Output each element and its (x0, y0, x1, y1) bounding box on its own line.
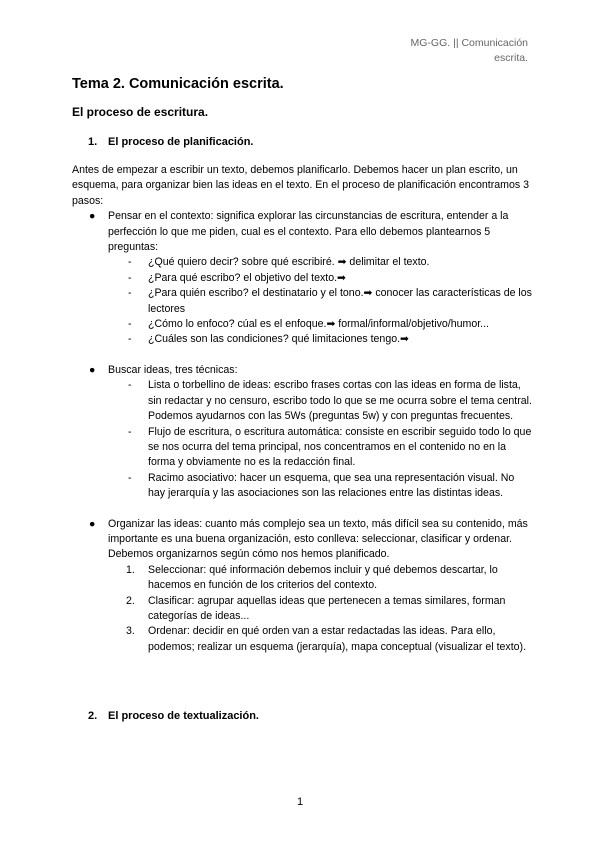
list-number: 3. (126, 625, 135, 638)
list-item (108, 255, 532, 270)
list-item-text: ¿Para qué escribo? el objetivo del texto.➡ (148, 271, 346, 284)
step-text: Organizar las ideas: cuanto más complejo sea un texto, más difícil sea su contenido, más importante es una buena organización, esto conlleva: seleccionar, clasificar y ordenar. Debemos organizarnos según cómo nos hemos planificado. (108, 517, 528, 561)
list-item-text: Ordenar: decidir en qué orden van a estar redactadas las ideas. Para ello, podemos; realizar un esquema (jerarquía), mapa conceptual (visualizar el texto). (148, 625, 527, 653)
dash-icon: - (128, 425, 132, 438)
techniques-list (108, 378, 532, 501)
dash-icon: - (128, 256, 132, 269)
list-number: 1. (126, 563, 135, 576)
section-2-title: El proceso de textualización. (108, 710, 259, 722)
list-item-text: Flujo de escritura, o escritura automática: consiste en escribir seguido todo lo que se nos ocurra del tema principal, nos concentramos en el contenido no en la forma y obviamente no es la redacción final. (148, 425, 532, 469)
list-item (108, 425, 532, 471)
list-item (108, 471, 532, 502)
list-item (108, 332, 532, 347)
section-2-heading (88, 710, 259, 722)
list-item (108, 286, 532, 317)
document-title: Tema 2. Comunicación escrita. (72, 76, 284, 92)
list-item (108, 378, 532, 424)
section-1-heading (88, 136, 253, 148)
step-think-context (72, 209, 532, 363)
step-text: Buscar ideas, tres técnicas: (108, 363, 238, 376)
header-line-2: escrita. (494, 52, 528, 64)
list-item-text: ¿Qué quiero decir? sobre qué escribiré. ➡ delimitar el texto. (148, 256, 430, 269)
list-item (108, 624, 532, 655)
bullet-icon: ● (89, 363, 96, 376)
intro-paragraph: Antes de empezar a escribir un texto, debemos planificarlo. Debemos hacer un plan escrito, un esquema, para organizar bien las ideas en el texto. En el proceso de planificación encontramos 3 pasos: (72, 164, 529, 207)
steps-list (72, 209, 532, 655)
list-item-text: ¿Cómo lo enfoco? cúal es el enfoque.➡ formal/informal/objetivo/humor... (148, 318, 489, 331)
list-item-text: ¿Cuáles son las condiciones? qué limitaciones tengo.➡ (148, 333, 409, 346)
bullet-icon: ● (89, 517, 96, 530)
section-2-number: 2. (88, 710, 98, 722)
dash-icon: - (128, 471, 132, 484)
list-item (108, 317, 532, 332)
page-header (328, 36, 528, 66)
list-item-text: Seleccionar: qué información debemos incluir y qué debemos descartar, lo hacemos en función de los criterios del contexto. (148, 563, 498, 592)
header-line-1: MG-GG. || Comunicación (410, 37, 528, 49)
list-item (108, 271, 532, 286)
section-1-title: El proceso de planificación. (108, 136, 254, 148)
step-text: Pensar en el contexto: significa explorar las circunstancias de escritura, entender a la perfección lo que me piden, cual es el contexto. Para ello debemos plantearnos 5 preguntas: (108, 210, 509, 254)
page-number: 1 (296, 796, 304, 808)
list-number: 2. (126, 594, 135, 607)
list-item (108, 563, 532, 594)
list-item-text: Clasificar: agrupar aquellas ideas que pertenecen a temas similares, forman categorías de ideas... (148, 594, 506, 622)
dash-icon: - (128, 318, 132, 331)
list-item-text: Lista o torbellino de ideas: escribo frases cortas con las ideas en forma de lista, sin redactar y no censuro, escribo todo lo que se me ocurra sobre el tema central. Podemos ayudarnos con las 5Ws (preguntas 5w) y con preguntas frecuentes. (148, 379, 532, 423)
section-1-number: 1. (88, 136, 98, 148)
list-item-text: ¿Para quién escribo? el destinatario y el tono.➡ conocer las características de los lectores (148, 287, 532, 315)
list-item (108, 594, 532, 625)
step-find-ideas (72, 363, 532, 517)
list-item-text: Racimo asociativo: hacer un esquema, que sea una representación visual. No hay jerarquía y las asociaciones son las relaciones entre las distintas ideas. (148, 471, 515, 500)
step-organize-ideas (72, 517, 532, 656)
document-subtitle: El proceso de escritura. (72, 105, 209, 119)
dash-icon: - (128, 379, 132, 392)
document-body (72, 163, 532, 655)
dash-icon: - (128, 333, 132, 346)
bullet-icon: ● (89, 210, 96, 223)
questions-list (108, 255, 532, 347)
dash-icon: - (128, 287, 132, 300)
organize-steps-list (108, 563, 532, 655)
dash-icon: - (128, 271, 132, 284)
